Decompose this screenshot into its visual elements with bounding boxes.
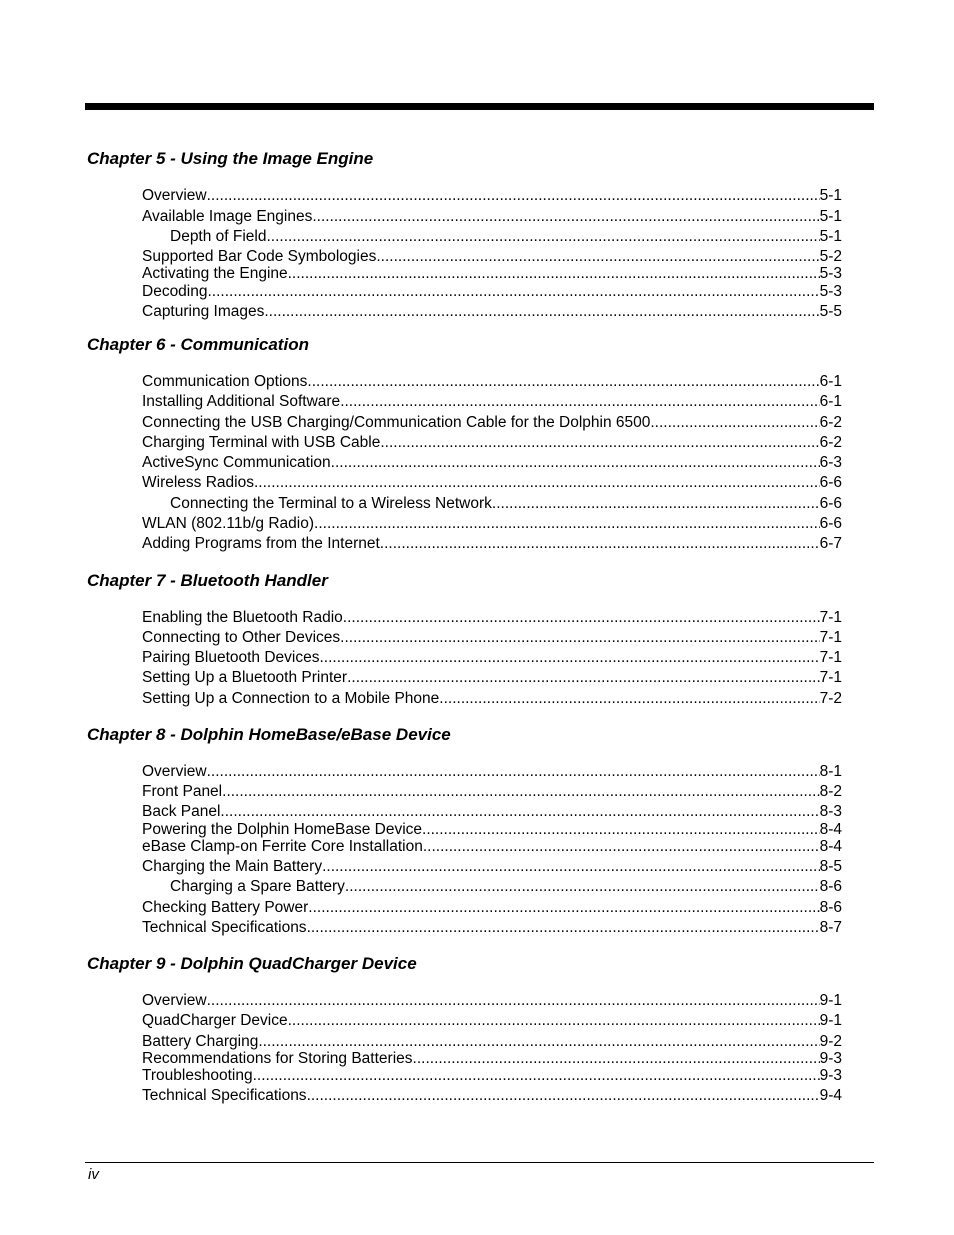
toc-entry-page: 8-4 [819,838,842,855]
toc-entry-page: 7-1 [819,669,842,686]
toc-entry-page: 5-5 [819,303,842,320]
toc-leader [207,992,820,1010]
toc-entry[interactable] [142,992,842,1010]
toc-entry-text: Checking Battery Power [142,899,309,916]
toc-entry-text: Depth of Field [170,228,267,245]
toc-entry-page: 8-6 [819,899,842,916]
toc-entry-text: Enabling the Bluetooth Radio [142,609,343,626]
toc-leader [314,515,820,533]
toc-entry-text: Supported Bar Code Symbologies [142,248,377,265]
toc-entry-page: 6-7 [819,535,842,552]
toc-entry-text: Decoding [142,283,208,300]
toc-leader [331,454,820,472]
toc-entry-page: 7-1 [819,609,842,626]
toc-leader [307,1087,820,1105]
toc-entry-text: Technical Specifications [142,919,307,936]
toc-entry[interactable] [142,783,842,801]
toc-entry[interactable] [142,535,842,553]
toc-entry-page: 7-2 [819,690,842,707]
toc-leader [254,474,820,492]
toc-entry-text: Setting Up a Connection to a Mobile Phone [142,690,440,707]
toc-leader [220,803,819,821]
toc-entry-text: Overview [142,763,207,780]
toc-leader [423,838,820,856]
toc-entry[interactable] [142,919,842,937]
toc-entry-text: Overview [142,992,207,1009]
footer-rule [85,1162,874,1163]
toc-entry[interactable] [142,248,842,266]
toc-entry[interactable] [142,1050,842,1068]
toc-entry[interactable] [142,690,842,708]
toc-entry-text: Connecting the USB Charging/Communication Cable for the Dolphin 6500 [142,414,651,431]
toc-entry-text: eBase Clamp-on Ferrite Core Installation [142,838,423,855]
toc-entry[interactable] [142,414,842,432]
toc-subentry[interactable] [170,878,842,896]
toc-entry-page: 8-6 [819,878,842,895]
toc-leader [439,690,819,708]
toc-entry-page: 6-1 [819,373,842,390]
toc-leader [264,303,819,321]
toc-leader [312,208,819,226]
toc-entry[interactable] [142,208,842,226]
toc-leader [413,1050,820,1068]
toc-entry-page: 9-2 [819,1033,842,1050]
toc-subentry[interactable] [170,228,842,246]
toc-leader [376,248,819,266]
toc-entry-text: Available Image Engines [142,208,313,225]
toc-entry-page: 9-3 [819,1050,842,1067]
toc-entry-text: Setting Up a Bluetooth Printer [142,669,348,686]
toc-leader [308,899,819,917]
toc-leader [207,763,820,781]
toc-entry-page: 5-1 [819,208,842,225]
toc-leader [380,434,819,452]
toc-entry-page: 5-2 [819,248,842,265]
toc-entry-text: Pairing Bluetooth Devices [142,649,320,666]
toc-entry[interactable] [142,1033,842,1051]
toc-entry-page: 5-1 [819,187,842,204]
toc-leader [492,495,820,513]
toc-entry-page: 6-6 [819,474,842,491]
toc-leader [222,783,819,801]
chapter-heading[interactable]: Chapter 7 - Bluetooth Handler [87,571,328,590]
toc-entry-text: Charging Terminal with USB Cable [142,434,381,451]
toc-leader [650,414,819,432]
toc-entry[interactable] [142,265,842,283]
chapter-heading[interactable]: Chapter 6 - Communication [87,335,309,354]
toc-entry-page: 6-6 [819,515,842,532]
toc-entry-page: 9-1 [819,992,842,1009]
toc-leader [320,649,820,667]
toc-entry[interactable] [142,303,842,321]
toc-entry[interactable] [142,1067,842,1085]
toc-entry-page: 7-1 [819,649,842,666]
toc-entry[interactable] [142,393,842,411]
toc-entry-text: Connecting the Terminal to a Wireless Network [170,495,492,512]
toc-entry-page: 6-2 [819,434,842,451]
toc-entry-text: Capturing Images [142,303,265,320]
toc-entry-page: 6-1 [819,393,842,410]
toc-entry-text: Adding Programs from the Internet [142,535,380,552]
toc-entry-page: 9-3 [819,1067,842,1084]
toc-entry-text: Activating the Engine [142,265,288,282]
toc-entry-page: 9-4 [819,1087,842,1104]
toc-entry-text: WLAN (802.11b/g Radio) [142,515,315,532]
toc-leader [208,283,820,301]
header-rule [85,103,874,110]
toc-leader [307,373,819,391]
toc-entry[interactable] [142,803,842,821]
toc-entry-text: Overview [142,187,207,204]
chapter-heading[interactable]: Chapter 8 - Dolphin HomeBase/eBase Device [87,725,451,744]
toc-entry-page: 7-1 [819,629,842,646]
toc-entry-page: 5-1 [819,228,842,245]
toc-entry-text: Connecting to Other Devices [142,629,341,646]
toc-leader [345,878,820,896]
toc-entry-text: Communication Options [142,373,308,390]
toc-entry-page: 8-7 [819,919,842,936]
toc-leader [288,1012,820,1030]
toc-entry-page: 8-3 [819,803,842,820]
toc-entry[interactable] [142,669,842,687]
toc-entry[interactable] [142,1012,842,1030]
toc-subentry[interactable] [170,495,842,513]
toc-leader [267,228,820,246]
toc-entry-text: Battery Charging [142,1033,259,1050]
toc-entry-text: Charging the Main Battery [142,858,323,875]
toc-leader [347,669,820,687]
toc-entry-text: Troubleshooting [142,1067,253,1084]
toc-entry-page: 6-3 [819,454,842,471]
toc-entry-page: 8-5 [819,858,842,875]
toc-entry[interactable] [142,763,842,781]
toc-entry[interactable] [142,474,842,492]
toc-entry[interactable] [142,858,842,876]
toc-entry-text: Back Panel [142,803,221,820]
toc-leader [207,187,820,205]
toc-entry-page: 8-2 [819,783,842,800]
toc-leader [258,1033,819,1051]
toc-entry[interactable] [142,899,842,917]
toc-entry-page: 8-4 [819,821,842,838]
toc-entry[interactable] [142,187,842,205]
toc-leader [340,393,819,411]
toc-entry-page: 5-3 [819,283,842,300]
chapter-heading[interactable]: Chapter 9 - Dolphin QuadCharger Device [87,954,417,973]
toc-entry-page: 6-2 [819,414,842,431]
toc-entry[interactable] [142,515,842,533]
toc-entry-text: QuadCharger Device [142,1012,288,1029]
toc-entry-text: Installing Additional Software [142,393,341,410]
toc-entry-page: 6-6 [819,495,842,512]
toc-entry-text: ActiveSync Communication [142,454,331,471]
toc-entry[interactable] [142,283,842,301]
toc-leader [380,535,820,553]
toc-entry[interactable] [142,821,842,839]
toc-entry-text: Front Panel [142,783,223,800]
toc-entry[interactable] [142,454,842,472]
toc-leader [307,919,820,937]
toc-entry-text: Wireless Radios [142,474,254,491]
toc-entry[interactable] [142,609,842,627]
page-number: iv [88,1166,99,1183]
toc-leader [343,609,820,627]
toc-entry-page: 9-1 [819,1012,842,1029]
toc-leader [288,265,820,283]
toc-entry[interactable] [142,373,842,391]
toc-entry[interactable] [142,434,842,452]
toc-entry[interactable] [142,1087,842,1105]
toc-entry[interactable] [142,649,842,667]
toc-leader [253,1067,820,1085]
toc-entry[interactable] [142,838,842,856]
toc-leader [322,858,820,876]
chapter-heading[interactable]: Chapter 5 - Using the Image Engine [87,149,374,168]
toc-leader [340,629,819,647]
toc-entry-page: 8-1 [819,763,842,780]
toc-entry[interactable] [142,629,842,647]
toc-leader [422,821,820,839]
toc-entry-text: Charging a Spare Battery [170,878,345,895]
toc-entry-text: Powering the Dolphin HomeBase Device [142,821,423,838]
toc-entry-page: 5-3 [819,265,842,282]
toc-entry-text: Technical Specifications [142,1087,307,1104]
toc-entry-text: Recommendations for Storing Batteries [142,1050,413,1067]
